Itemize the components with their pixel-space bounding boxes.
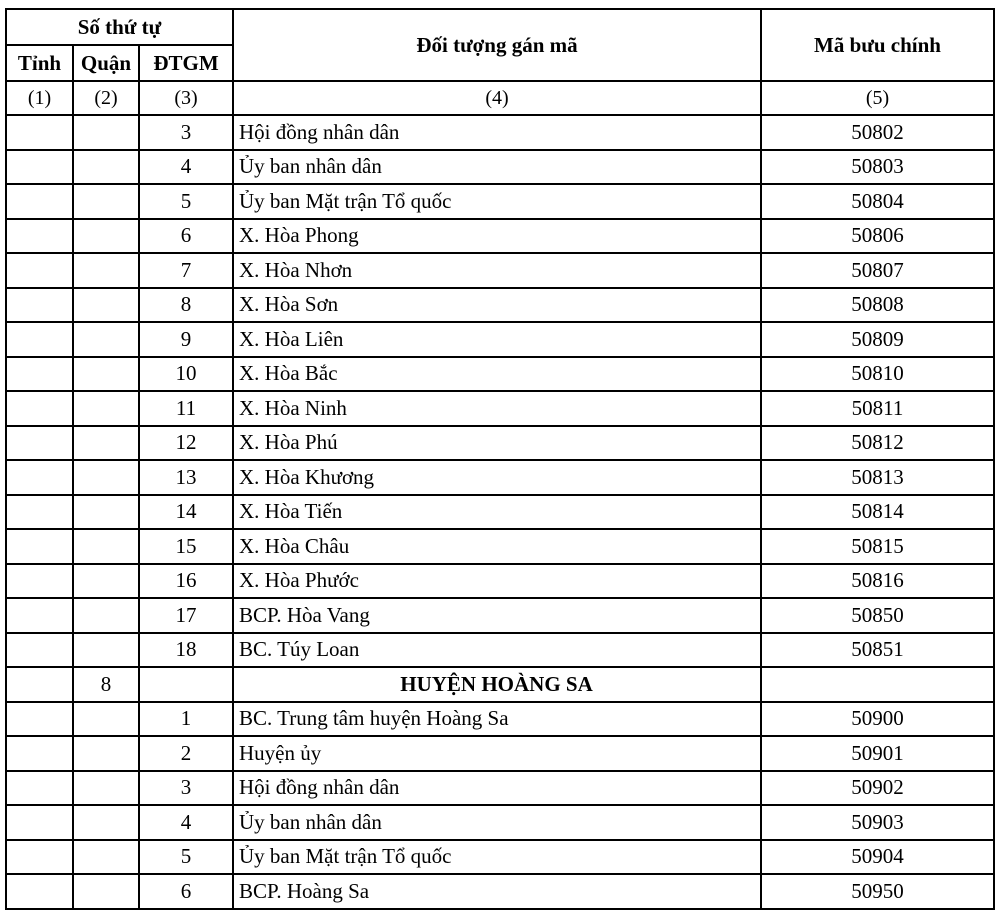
cell-quan (73, 633, 139, 668)
cell-doi-tuong: Hội đồng nhân dân (233, 771, 761, 806)
table-row (6, 736, 994, 771)
column-header-tinh: Tỉnh (6, 45, 73, 81)
cell-ma-buu-chinh: 50802 (761, 115, 994, 150)
cell-dtgm: 5 (139, 184, 233, 219)
cell-tinh (6, 253, 73, 288)
table-row (6, 219, 994, 254)
cell-tinh (6, 150, 73, 185)
cell-ma-buu-chinh: 50903 (761, 805, 994, 840)
cell-ma-buu-chinh: 50950 (761, 874, 994, 909)
cell-tinh (6, 771, 73, 806)
cell-doi-tuong: BC. Túy Loan (233, 633, 761, 668)
cell-doi-tuong: X. Hòa Bắc (233, 357, 761, 392)
cell-ma-buu-chinh: 50901 (761, 736, 994, 771)
cell-doi-tuong: X. Hòa Ninh (233, 391, 761, 426)
cell-dtgm: 1 (139, 702, 233, 737)
cell-doi-tuong: BCP. Hoàng Sa (233, 874, 761, 909)
cell-quan (73, 253, 139, 288)
cell-dtgm: 4 (139, 150, 233, 185)
cell-doi-tuong: Ủy ban nhân dân (233, 150, 761, 185)
cell-tinh (6, 357, 73, 392)
cell-dtgm: 11 (139, 391, 233, 426)
table-row (6, 150, 994, 185)
cell-ma-buu-chinh: 50810 (761, 357, 994, 392)
cell-doi-tuong: X. Hòa Tiến (233, 495, 761, 530)
column-group-so-thu-tu: Số thứ tự (6, 9, 233, 45)
cell-dtgm (139, 667, 233, 702)
cell-doi-tuong: X. Hòa Khương (233, 460, 761, 495)
index-label-2: (2) (73, 81, 139, 115)
cell-quan (73, 391, 139, 426)
table-row (6, 840, 994, 875)
section-row (6, 667, 994, 702)
cell-tinh (6, 391, 73, 426)
cell-doi-tuong: Ủy ban Mặt trận Tổ quốc (233, 840, 761, 875)
cell-dtgm: 15 (139, 529, 233, 564)
cell-dtgm: 3 (139, 115, 233, 150)
cell-doi-tuong: X. Hòa Châu (233, 529, 761, 564)
cell-dtgm: 17 (139, 598, 233, 633)
cell-dtgm: 5 (139, 840, 233, 875)
table-row (6, 288, 994, 323)
cell-doi-tuong: Ủy ban Mặt trận Tổ quốc (233, 184, 761, 219)
cell-doi-tuong: BCP. Hòa Vang (233, 598, 761, 633)
cell-quan (73, 771, 139, 806)
table-row (6, 529, 994, 564)
cell-tinh (6, 288, 73, 323)
cell-quan (73, 529, 139, 564)
cell-doi-tuong: X. Hòa Phong (233, 219, 761, 254)
cell-tinh (6, 874, 73, 909)
table-row (6, 391, 994, 426)
cell-ma-buu-chinh: 50812 (761, 426, 994, 461)
cell-ma-buu-chinh: 50904 (761, 840, 994, 875)
table-body (6, 115, 994, 909)
header-group-row (6, 9, 994, 45)
cell-tinh (6, 322, 73, 357)
cell-ma-buu-chinh: 50811 (761, 391, 994, 426)
cell-tinh (6, 667, 73, 702)
cell-dtgm: 18 (139, 633, 233, 668)
table-row (6, 564, 994, 599)
cell-doi-tuong: X. Hòa Phước (233, 564, 761, 599)
cell-quan (73, 426, 139, 461)
table-row (6, 495, 994, 530)
cell-ma-buu-chinh: 50804 (761, 184, 994, 219)
postal-code-table (5, 8, 995, 910)
cell-ma-buu-chinh: 50902 (761, 771, 994, 806)
cell-ma-buu-chinh: 50816 (761, 564, 994, 599)
cell-quan: 8 (73, 667, 139, 702)
cell-dtgm: 8 (139, 288, 233, 323)
cell-ma-buu-chinh: 50809 (761, 322, 994, 357)
header-index-row (6, 81, 994, 115)
table-row (6, 460, 994, 495)
cell-quan (73, 219, 139, 254)
cell-dtgm: 7 (139, 253, 233, 288)
cell-tinh (6, 736, 73, 771)
cell-tinh (6, 633, 73, 668)
table-row (6, 357, 994, 392)
cell-doi-tuong: Ủy ban nhân dân (233, 805, 761, 840)
cell-quan (73, 736, 139, 771)
table-row (6, 702, 994, 737)
column-header-dtgm: ĐTGM (139, 45, 233, 81)
cell-quan (73, 322, 139, 357)
index-label-5: (5) (761, 81, 994, 115)
index-label-1: (1) (6, 81, 73, 115)
cell-quan (73, 460, 139, 495)
cell-tinh (6, 840, 73, 875)
cell-ma-buu-chinh (761, 667, 994, 702)
cell-tinh (6, 702, 73, 737)
cell-tinh (6, 219, 73, 254)
cell-ma-buu-chinh: 50814 (761, 495, 994, 530)
cell-doi-tuong: X. Hòa Phú (233, 426, 761, 461)
cell-quan (73, 840, 139, 875)
cell-dtgm: 12 (139, 426, 233, 461)
cell-doi-tuong: Hội đồng nhân dân (233, 115, 761, 150)
cell-tinh (6, 564, 73, 599)
column-header-ma-buu-chinh: Mã bưu chính (761, 9, 994, 81)
cell-doi-tuong: HUYỆN HOÀNG SA (233, 667, 761, 702)
cell-quan (73, 874, 139, 909)
table-row (6, 253, 994, 288)
cell-ma-buu-chinh: 50806 (761, 219, 994, 254)
cell-ma-buu-chinh: 50851 (761, 633, 994, 668)
cell-ma-buu-chinh: 50850 (761, 598, 994, 633)
table-row (6, 426, 994, 461)
cell-tinh (6, 184, 73, 219)
cell-quan (73, 357, 139, 392)
cell-tinh (6, 805, 73, 840)
cell-dtgm: 3 (139, 771, 233, 806)
table-row (6, 633, 994, 668)
cell-dtgm: 14 (139, 495, 233, 530)
index-label-3: (3) (139, 81, 233, 115)
cell-tinh (6, 426, 73, 461)
cell-ma-buu-chinh: 50900 (761, 702, 994, 737)
cell-quan (73, 702, 139, 737)
cell-dtgm: 6 (139, 874, 233, 909)
cell-quan (73, 495, 139, 530)
cell-tinh (6, 598, 73, 633)
column-header-doi-tuong-gan-ma: Đối tượng gán mã (233, 9, 761, 81)
cell-dtgm: 4 (139, 805, 233, 840)
cell-dtgm: 2 (139, 736, 233, 771)
cell-dtgm: 16 (139, 564, 233, 599)
cell-doi-tuong: X. Hòa Nhơn (233, 253, 761, 288)
table-row (6, 805, 994, 840)
cell-doi-tuong: X. Hòa Sơn (233, 288, 761, 323)
cell-dtgm: 10 (139, 357, 233, 392)
cell-tinh (6, 495, 73, 530)
table-row (6, 115, 994, 150)
table-row (6, 322, 994, 357)
cell-dtgm: 9 (139, 322, 233, 357)
cell-tinh (6, 115, 73, 150)
cell-doi-tuong: BC. Trung tâm huyện Hoàng Sa (233, 702, 761, 737)
cell-quan (73, 288, 139, 323)
cell-ma-buu-chinh: 50808 (761, 288, 994, 323)
table-row (6, 184, 994, 219)
index-label-4: (4) (233, 81, 761, 115)
table-row (6, 771, 994, 806)
cell-quan (73, 115, 139, 150)
cell-tinh (6, 460, 73, 495)
cell-ma-buu-chinh: 50813 (761, 460, 994, 495)
cell-dtgm: 13 (139, 460, 233, 495)
table-row (6, 598, 994, 633)
cell-ma-buu-chinh: 50807 (761, 253, 994, 288)
cell-dtgm: 6 (139, 219, 233, 254)
cell-doi-tuong: X. Hòa Liên (233, 322, 761, 357)
column-header-quan: Quận (73, 45, 139, 81)
table-row (6, 874, 994, 909)
cell-ma-buu-chinh: 50815 (761, 529, 994, 564)
cell-quan (73, 564, 139, 599)
cell-quan (73, 150, 139, 185)
table-header (6, 9, 994, 115)
cell-doi-tuong: Huyện ủy (233, 736, 761, 771)
cell-quan (73, 184, 139, 219)
cell-ma-buu-chinh: 50803 (761, 150, 994, 185)
cell-tinh (6, 529, 73, 564)
cell-quan (73, 598, 139, 633)
cell-quan (73, 805, 139, 840)
